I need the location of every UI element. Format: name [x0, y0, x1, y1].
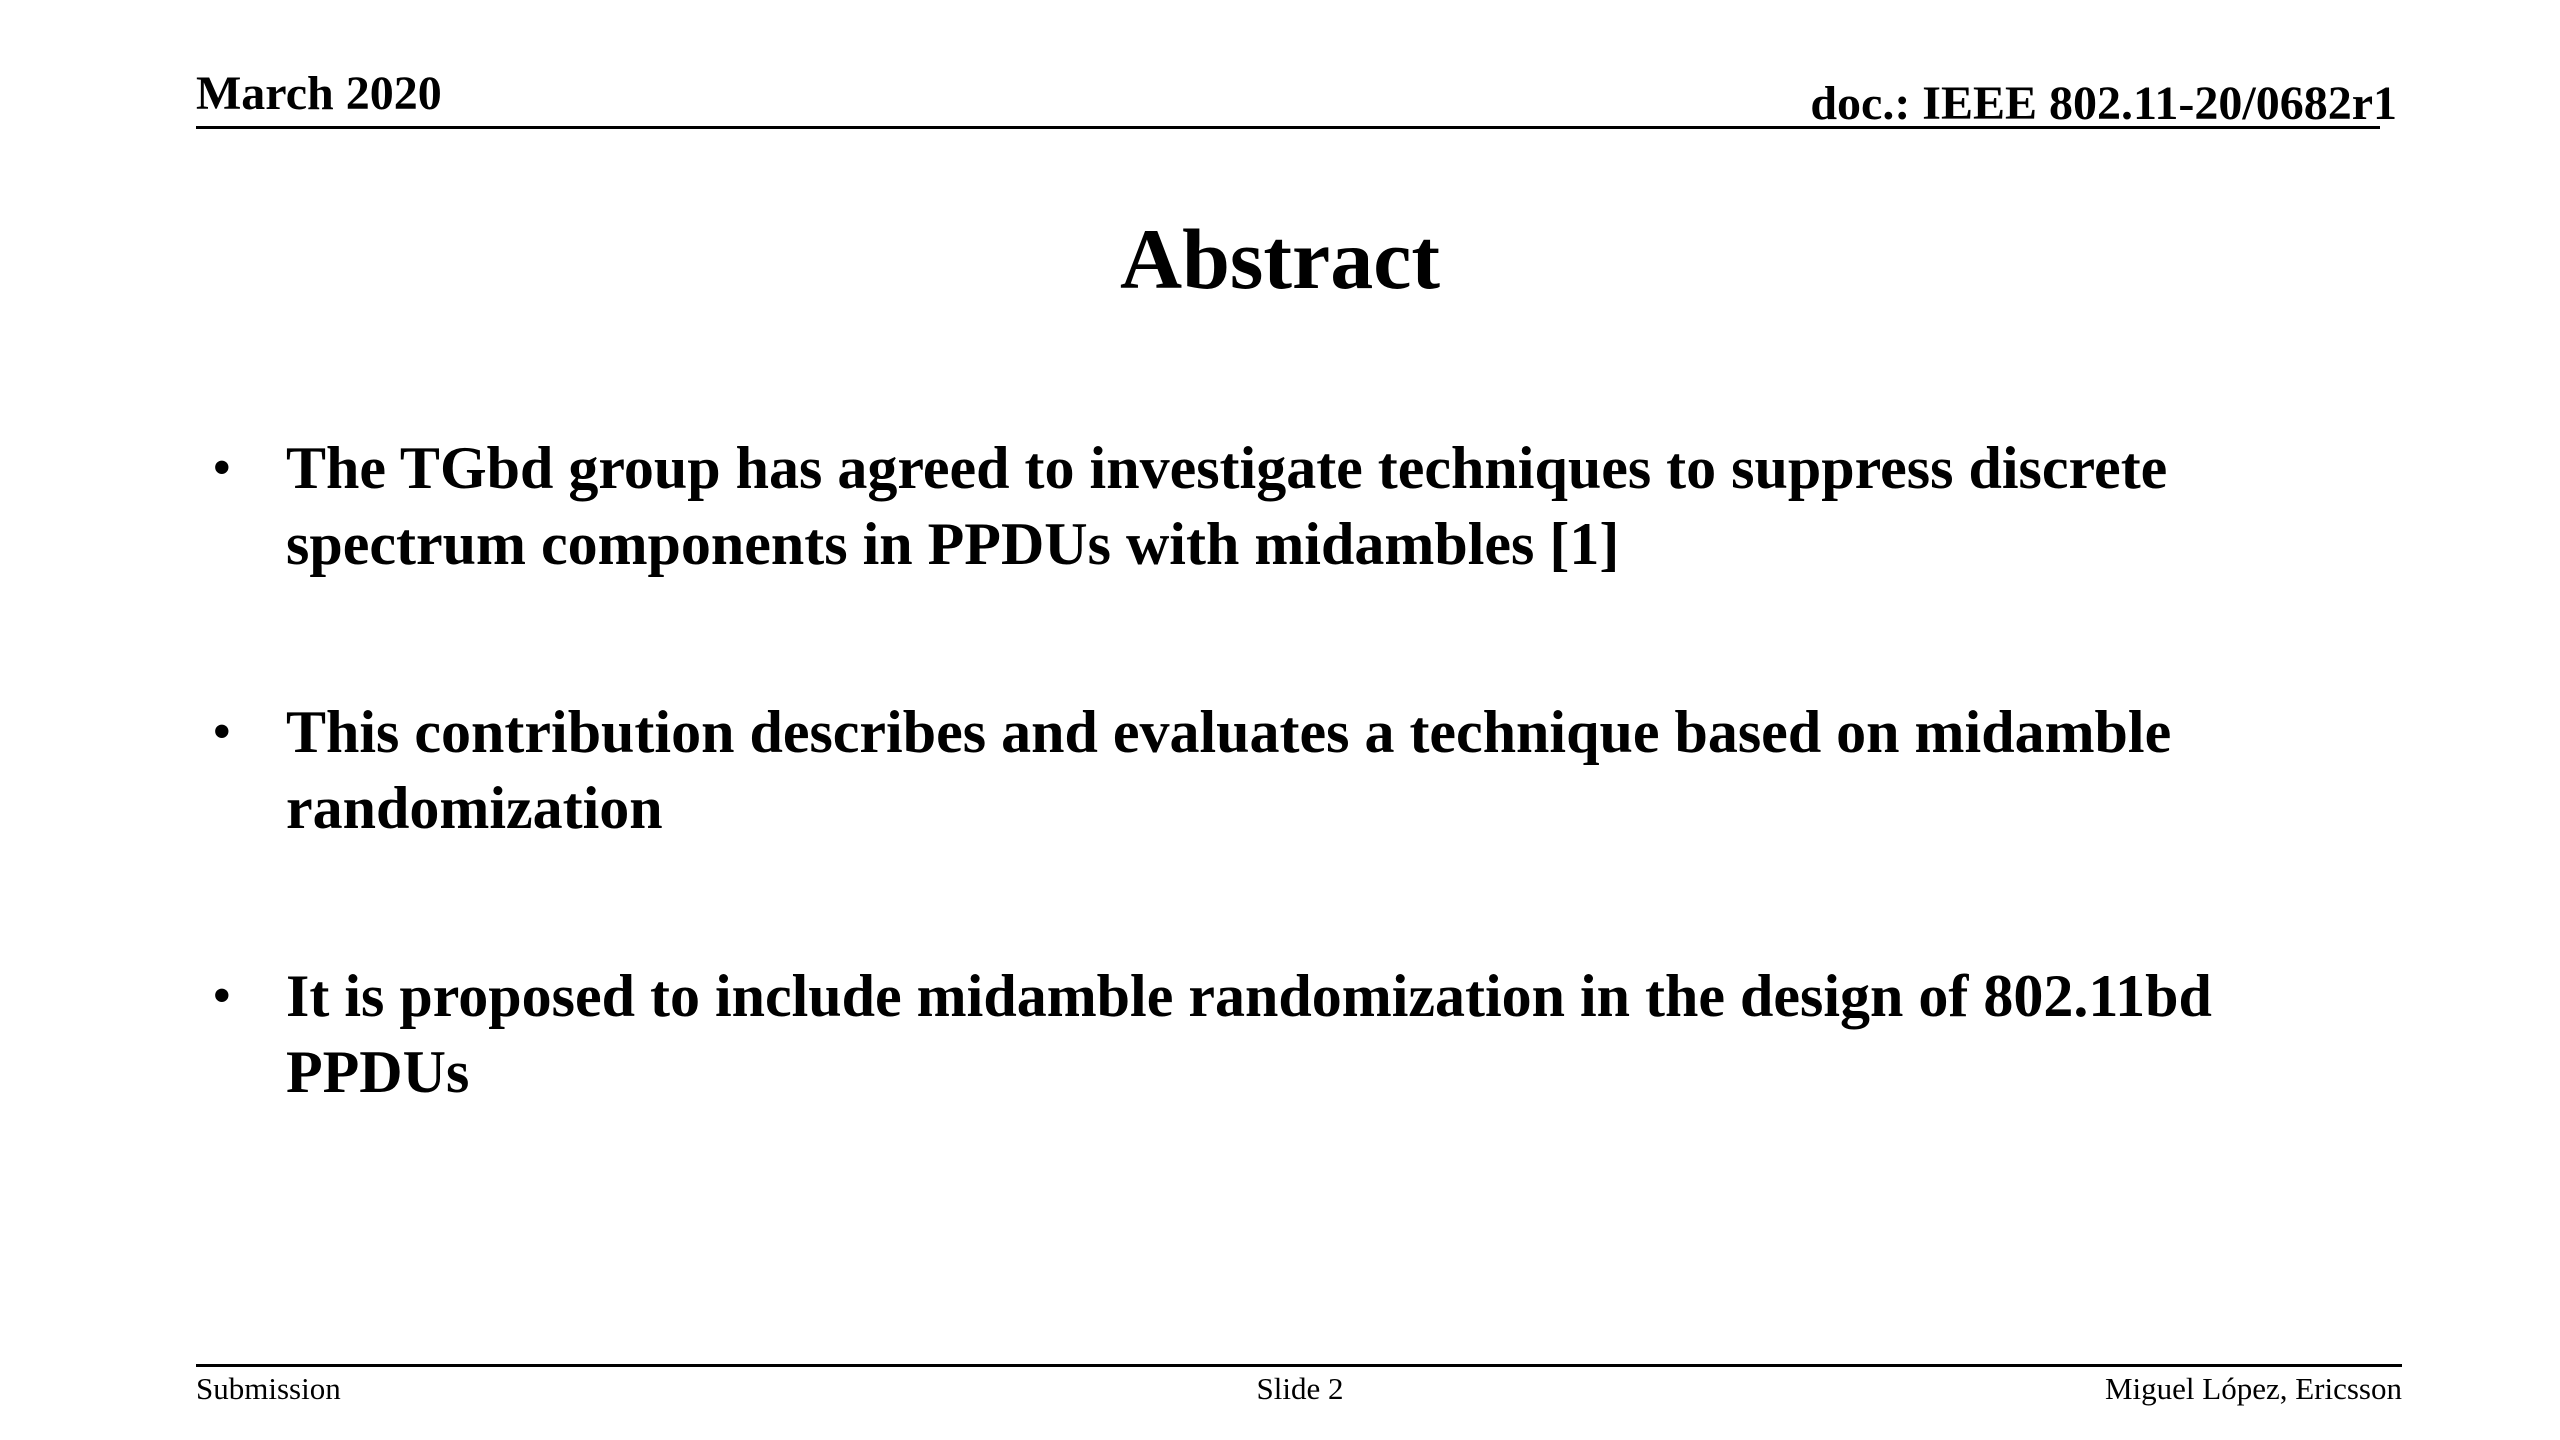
bullet-item — [210, 958, 2410, 1110]
bullet-list — [210, 430, 2410, 1222]
slide-title: Abstract — [1119, 211, 1441, 307]
footer-slide-number: Slide 2 — [1256, 1371, 1344, 1406]
footer-divider — [196, 1364, 2402, 1367]
bullet-dot-icon: • — [212, 437, 232, 499]
bullet-dot-icon: • — [212, 701, 232, 763]
bullet-text: It is proposed to include midamble randomization in the design of 802.11bd PPDUs — [286, 963, 2212, 1105]
footer-author: Miguel López, Ericsson — [2104, 1371, 2402, 1406]
bullet-dot-icon: • — [212, 965, 232, 1027]
header-doc-id: doc.: IEEE 802.11-20/0682r1 — [1810, 77, 2397, 130]
bullet-text: This contribution describes and evaluates a technique based on midamble randomization — [286, 699, 2172, 841]
bullet-item — [210, 694, 2410, 846]
footer-submission: Submission — [196, 1371, 341, 1406]
header-divider — [196, 126, 2380, 129]
header-date: March 2020 — [196, 67, 442, 120]
bullet-text: The TGbd group has agreed to investigate techniques to suppress discrete spectrum components in PPDUs with midambles [1] — [286, 435, 2168, 577]
bullet-item — [210, 430, 2410, 582]
